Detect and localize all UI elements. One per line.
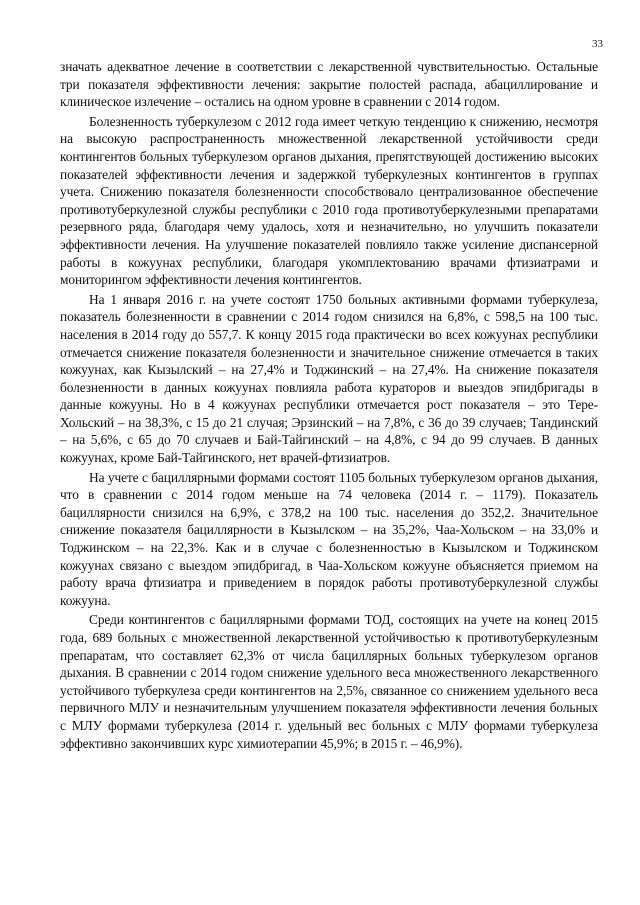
body-text <box>60 58 598 752</box>
paragraph-continuation: значать адекватное лечение в соответствии с лекарственной чувствительностью. Остальные три показателя эффективности лечения: закрытие полостей распада, абациллирование и клиническое излечение – остались на одном уровне в сравнении с 2014 годом. <box>60 59 598 110</box>
paragraph-registered-patients-2016: На 1 января 2016 г. на учете состоят 1750 больных активными формами туберкулеза, показатель болезненности в сравнении с 2014 годом снизился на 6,8%, с 598,5 на 100 тыс. населения в 2014 году до 557,7. К концу 2015 года практически во всех кожуунах республики отмечается снижение показателя болезненности и значительное снижение отмечается в таких кожуунах, как Кызылский – на 27,4% и Тоджинский – на 27,4%. На снижение показателя болезненности в данных кожуунах повлияла работа кураторов и выездов эпидбригады в данные кожууны. Но в 4 кожуунах республики отмечается рост показателя – это Тере-Хольский – на 38,3%, с 15 до 21 случая; Эрзинский – на 7,8%, с 36 до 39 случаев; Тандинский – на 5,6%, с 65 до 70 случаев и Бай-Тайгинский – на 4,8%, с 94 до 99 случаев. В данных кожуунах, кроме Бай-Тайгинского, нет врачей-фтизиатров. <box>60 291 598 466</box>
paragraph-bacillary-forms: На учете с бациллярными формами состоят 1105 больных туберкулезом органов дыхания, что в сравнении с 2014 годом меньше на 74 человека (2014 г. – 1179). Показатель бациллярности снизился на 6,9%, с 378,2 на 100 тыс. населения до 352,2. Значительное снижение показателя бациллярности в Кызылском – на 35,2%, Чаа-Хольском – на 33,0% и Тоджинском – на 22,3%. Как и в случае с болезненностью в Кызылском и Тоджинском кожуунах связано с выездом эпидбригад, в Чаа-Хольском кожууне объясняется приемом на работу врача фтизиатра и приведением в порядок работы противотуберкулезной службы кожууна. <box>60 469 598 608</box>
paragraph-mdr-contingents: Среди контингентов с бациллярными формами ТОД, состоящих на учете на конец 2015 года, 689 больных с множественной лекарственной устойчивостью к противотуберкулезным препаратам, что составляет 62,3% от числа бациллярных больных туберкулезом органов дыхания. В сравнении с 2014 годом снижение удельного веса множественного лекарственного устойчивого туберкулеза среди контингентов на 2,5%, связанное со снижением удельного веса первичного МЛУ и незначительным улучшением показателя эффективности лечения больных с МЛУ формами туберкулеза (2014 г. удельный вес больных с МЛУ формами туберкулеза эффективно закончивших курс химиотерапии 45,9%; в 2015 г. – 46,9%). <box>60 612 598 751</box>
page-number: 33 <box>592 38 603 50</box>
paragraph-morbidity-trend: Болезненность туберкулезом с 2012 года имеет четкую тенденцию к снижению, несмотря на высокую распространенность множественной лекарственной устойчивости среди контингентов больных туберкулезом органов дыхания, препятствующей достижению высоких показателей эффективности лечения и задержкой туберкулезных контингентов в группах учета. Снижению показателя болезненности способствовало централизованное обеспечение противотуберкулезной службы республики с 2010 года противотуберкулезными препаратами резервного ряда, благодаря чему удалось, хотя и незначительно, но улучшить показатели эффективности лечения. На улучшение показателей повлияло также усиление диспансерной работы в кожуунах республики, благодаря укомплектованию врачами фтизиатрами и мониторингом эффективности лечения контингентов. <box>60 113 598 288</box>
